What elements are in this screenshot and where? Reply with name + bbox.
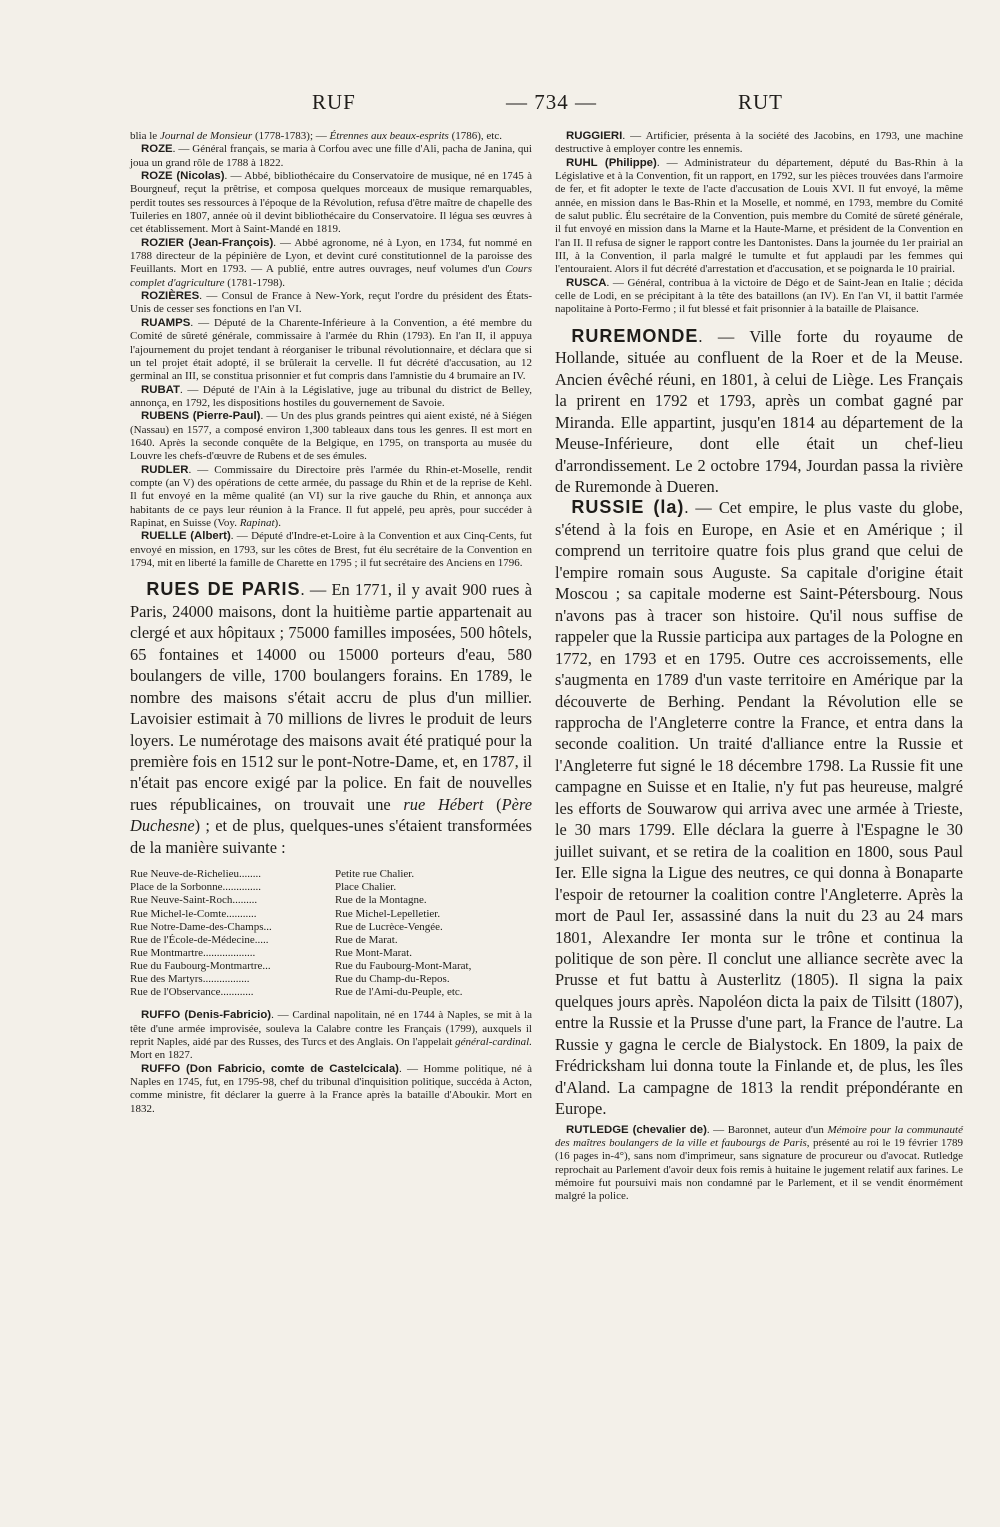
page-number: — 734 — — [506, 90, 597, 114]
list-item: Rue Neuve-Saint-Roch......... Rue de la Montagne. — [130, 894, 427, 907]
headword: RUBENS (Pierre-Paul) — [141, 410, 261, 423]
header-right-word: RUT — [738, 90, 783, 114]
list-item: Rue Neuve-de-Richelieu........ Petite rue Chalier. — [130, 868, 415, 881]
entry-ruffo-fabricio: RUFFO (Don Fabricio, comte de Castelcicala). — Homme politique, né à Naples en 1745, fut, en 1795-98, chef du tribunal d'inquisition politique, succéda à Acton, comme ministre, fit déclarer la guerre à la France après la bataille d'Aboukir. Mort en 1832. — [130, 1062, 533, 1115]
street-renaming-list — [130, 868, 532, 999]
entry-ruggieri: RUGGIERI. — Artificier, présenta à la société des Jacobins, en 1793, une machine destructive à employer contre les ennemis. — [555, 130, 963, 156]
headword: RUGGIERI — [566, 130, 623, 142]
headword: RUELLE (Albert) — [141, 530, 231, 543]
headword: ROZE (Nicolas) — [141, 170, 225, 183]
headword: RUFFO (Don Fabricio, comte de Castelcicala) — [141, 1062, 399, 1075]
headword: ROZIER (Jean-François) — [141, 236, 274, 249]
right-column — [555, 130, 963, 1204]
entry-ruremonde: RUREMONDE. — Ville forte du royaume de Hollande, située au confluent de la Roer et de la Meuse. Ancien évêché réuni, en 1801, à celui de Liège. Les Français la prirent en 1792 et 1793, après un combat gagné par Miranda. Elle appartint, jusqu'en 1814 au département de la Meuse-Inférieure, dont elle était un chef-lieu d'arrondissement. Le 2 octobre 1794, Jourdan passa la rivière de Ruremonde à Dueren. — [555, 325, 963, 496]
list-item: Rue Montmartre................... Rue Mont-Marat. — [130, 946, 412, 959]
left-column — [130, 130, 532, 1116]
entry-rozier: ROZIER (Jean-François). — Abbé agronome, né à Lyon, en 1734, fut nommé en 1788 directeur de la pépinière de Lyon, et devint curé constitutionnel de la paroisse des Feuillants. Mort en 1793. — A publié, entre autres ouvrages, neuf volumes d'un Cours complet d'agriculture (1781-1798). — [130, 236, 533, 289]
headword: RUREMONDE — [571, 325, 699, 346]
headword: RUBAT — [141, 383, 181, 396]
list-item: Rue Michel-le-Comte........... Rue Michel-Lepelletier. — [130, 907, 441, 920]
headword: RUSCA — [566, 276, 607, 289]
list-item: Place de la Sorbonne.............. Place Chalier. — [130, 881, 397, 894]
headword: RUTLEDGE (chevalier de) — [566, 1123, 707, 1136]
entry-rozieres: ROZIÈRES. — Consul de France à New-York, reçut l'ordre du président des États-Unis de cesser ses fonctions en l'an VI. — [130, 290, 532, 316]
entry-rues-de-paris: RUES DE PARIS. — En 1771, il y avait 900 rues à Paris, 24000 maisons, dont la huitième partie appartenait au clergé et aux hôpitaux ; 75000 familles imposées, 500 hôtels, 65 fontaines et 14000 ou 15000 porteurs d'eau, 580 boulangers de ville, 1700 boulangers forains. En 1789, le nombre des maisons s'était accru de plus d'un millier. Lavoisier estimait à 70 millions de livres le produit de leurs loyers. Le numérotage des maisons avait été pratiqué pour la première fois en 1512 sur le pont-Notre-Dame, et, en 1787, il n'était pas encore exigé par la police. En fait de nouvelles rues républicaines, on trouvait une rue Hébert (Père Duchesne) ; et de plus, quelques-unes s'étaient transformées de la manière suivante : — [130, 579, 532, 857]
headword: RUSSIE (la) — [571, 497, 685, 518]
headword: RUHL (Philippe) — [566, 156, 657, 169]
entry-continuation: blia le Journal de Monsieur (1778-1783); — Étrennes aux beaux-esprits (1786), etc. — [130, 130, 502, 142]
list-item: Rue Notre-Dame-des-Champs... Rue de Lucrèce-Vengée. — [130, 920, 443, 933]
headword: RUAMPS — [141, 316, 191, 329]
list-item: Rue du Faubourg-Montmartre... Rue du Faubourg-Mont-Marat, — [130, 959, 472, 972]
list-item: Rue des Martyrs................. Rue du Champ-du-Repos. — [130, 972, 450, 985]
entry-ruhl: RUHL (Philippe). — Administrateur du département, député du Bas-Rhin à la Législative et à la Convention, fit un rapport, en 1792, sur les pièces trouvées dans l'armoire de fer, et fit adopter le texte de l'acte d'accusation de Louis XVI. Il fut envoyé, la même année, en mission dans le Bas-Rhin et la Moselle, et nommé, en 1793, membre du Comité de salut public. Élu secrétaire de la Convention, puis membre du Comité de sûreté générale, il fut envoyé en mission dans la Marne et la Haute-Marne, et président de la Convention en l'an II. Il refusa de signer le rapport contre les Dantonistes. Dans la journée du 1er prairial an III, à la Convention, il parla malgré le tumulte et fut applaudi par les femmes qui l'entouraient. Alors il fut décrété d'arrestation et d'accusation, et se poignarda le 10 prairial. — [555, 156, 963, 276]
entry-rusca: RUSCA. — Général, contribua à la victoire de Dégo et de Saint-Jean en Italie ; décida celle de Lodi, en se précipitant à la tête des bataillons (an IV). En l'an VI, il battit l'armée napolitaine à Porto-Fermo ; il fut blessé et fait prisonnier à la bataille de Plaisance. — [555, 276, 963, 316]
entry-rudler: RUDLER. — Commissaire du Directoire près l'armée du Rhin-et-Moselle, rendit compte (an V) des opérations de cette armée, du passage du Rhin et de la reprise de Kehl. Il fut envoyé en la même qualité (an VI) sur la rive gauche du Rhin, et annonça aux habitants de ce pays leur réunion à la France. Il fut appelé, peu après, pour succéder à Rapinat, en Suisse (Voy. Rapinat). — [130, 463, 532, 529]
headword: ROZIÈRES — [141, 290, 200, 303]
page-header — [0, 90, 1000, 122]
entry-rubat: RUBAT. — Député de l'Ain à la Législative, juge au tribunal du district de Belley, annonça, en 1792, les dispositions hostiles du gouvernement de Savoie. — [130, 383, 532, 409]
headword: ROZE — [141, 143, 173, 156]
entry-ruelle: RUELLE (Albert). — Député d'Indre-et-Loire à la Convention et aux Cinq-Cents, fut envoyé en mission, en 1793, sur les côtes de Brest, fut élu secrétaire de la Convention en 1794, mit en liberté la famille de Charette en 1795 ; il fut secrétaire des Anciens en 1796. — [130, 530, 532, 569]
headword: RUES DE PARIS — [146, 579, 301, 600]
headword: RUDLER — [141, 463, 189, 476]
entry-roze: ROZE. — Général français, se maria à Corfou avec une fille d'Ali, pacha de Janina, qui joua un grand rôle de 1788 à 1822. — [130, 143, 532, 169]
headword: RUFFO (Denis-Fabricio) — [141, 1009, 272, 1022]
entry-ruamps: RUAMPS. — Député de la Charente-Inférieure à la Convention, a été membre du Comité de sûreté générale, commissaire à l'armée du Rhin (1793). En l'an II, il appuya l'ajournement du projet tendant à réorganiser le tribunal révolutionnaire, et déclara que si un tel projet était adopté, il se brûlerait la cervelle. Il fut décrété d'accusation, au 12 germinal an III, se constitua prisonnier et fut compris dans l'amnistie du 4 brumaire an IV. — [130, 316, 532, 383]
entry-rutledge: RUTLEDGE (chevalier de). — Baronnet, auteur d'un Mémoire pour la communauté des maîtres boulangers de la ville et faubourgs de Paris, présenté au roi le 19 février 1789 (16 pages in-4°), sans nom d'imprimeur, sans signature de procureur ou d'avocat. Rutledge reprochait au Parlement d'avoir deux fois remis à huitaine le jugement relatif aux farines. Le mémoire fut poursuivi mais non condamné par le Parlement, et il se vendit énormément malgré la police. — [555, 1123, 963, 1203]
header-left-word: RUF — [312, 90, 356, 114]
entry-ruffo-denis: RUFFO (Denis-Fabricio). — Cardinal napolitain, né en 1744 à Naples, se mit à la tête d'une armée improvisée, souleva la Calabre contre les Français (1799), auxquels il reprit Naples, aidé par des Russes, des Turcs et des Anglais. On l'appelait général-cardinal. Mort en 1827. — [130, 1009, 532, 1062]
list-item: Rue de l'Observance............ Rue de l'Ami-du-Peuple, etc. — [130, 986, 463, 999]
list-item: Rue de l'École-de-Médecine..... Rue de Marat. — [130, 933, 398, 946]
entry-russie: RUSSIE (la). — Cet empire, le plus vaste du globe, s'étend à la fois en Europe, en Asie et en Amérique ; il comprend un territoire quatre fois plus grand que celui de l'empire romain sous Auguste. Sa capitale d'origine était Moscou ; sa capitale moderne est Saint-Pétersbourg. Nous n'avons pas à tracer son histoire. Qu'il nous suffise de rappeler que la Russie participa aux partages de la Pologne en 1772, en 1793 et en 1795. Outre ces accroissements, elle s'augmenta en 1789 d'un vaste territoire en Amérique par la découverte de Berhing. Pendant la Révolution elle se rapprocha de l'Angleterre contre la France, et entra dans la seconde coalition. Un traité d'alliance entre la Russie et l'Angleterre fut signé le 18 décembre 1798. La Russie fit une campagne en Suisse et en Italie, n'y fut pas heureuse, malgré les efforts de Souwarow qui arriva avec une armée à Trieste, le 30 mars 1799. Elle déclara la guerre à l'Espagne le 30 juillet suivant, et se retira de la coalition en 1800, sous Paul Ier. Elle signa la Ligue des neutres, ce qui donna à Bonaparte l'espoir de retourner la coalition contre l'Angleterre. Après la mort de Paul Ier, assassiné dans la nuit du 23 au 24 mars 1801, Alexandre Ier monta sur le trône et continua la politique de son père. Il conclut une alliance secrète avec la Prusse et fut battu à Austerlitz (1805). Il signa la paix quelques jours après. Napoléon dicta la paix de Tilsitt (1807), entre la Russie et la Prusse d'une part, la France de l'autre. La Russie y gagna le cercle de Bialystock. En 1809, la paix de Frédricksham lui donna toute la Finlande et, de plus, les îles d'Aland. La campagne de 1813 la rendit prépondérante en Europe. — [555, 497, 963, 1119]
entry-roze-nicolas: ROZE (Nicolas). — Abbé, bibliothécaire du Conservatoire de musique, né en 1745 à Bourgneuf, reçut la prêtrise, et composa quelques morceaux de musique remarquables, perdit toutes ses ressources à l'époque de la Révolution, refusa d'être maître de chapelle des Tuileries en 1807, année où il devint bibliothécaire du Conservatoire. Il légua ses œuvres à cet établissement. Mort à Saint-Mandé en 1819. — [130, 170, 532, 236]
entry-rubens: RUBENS (Pierre-Paul). — Un des plus grands peintres qui aient existé, né à Siégen (Nassau) en 1577, a composé environ 1,300 tableaux dans tous les genres. Il est mort en 1640. Après la seconde conquête de la Belgique, en 1795, on transporta au musée du Louvre les chefs-d'œuvre de Rubens et de ses émules. — [130, 410, 533, 463]
